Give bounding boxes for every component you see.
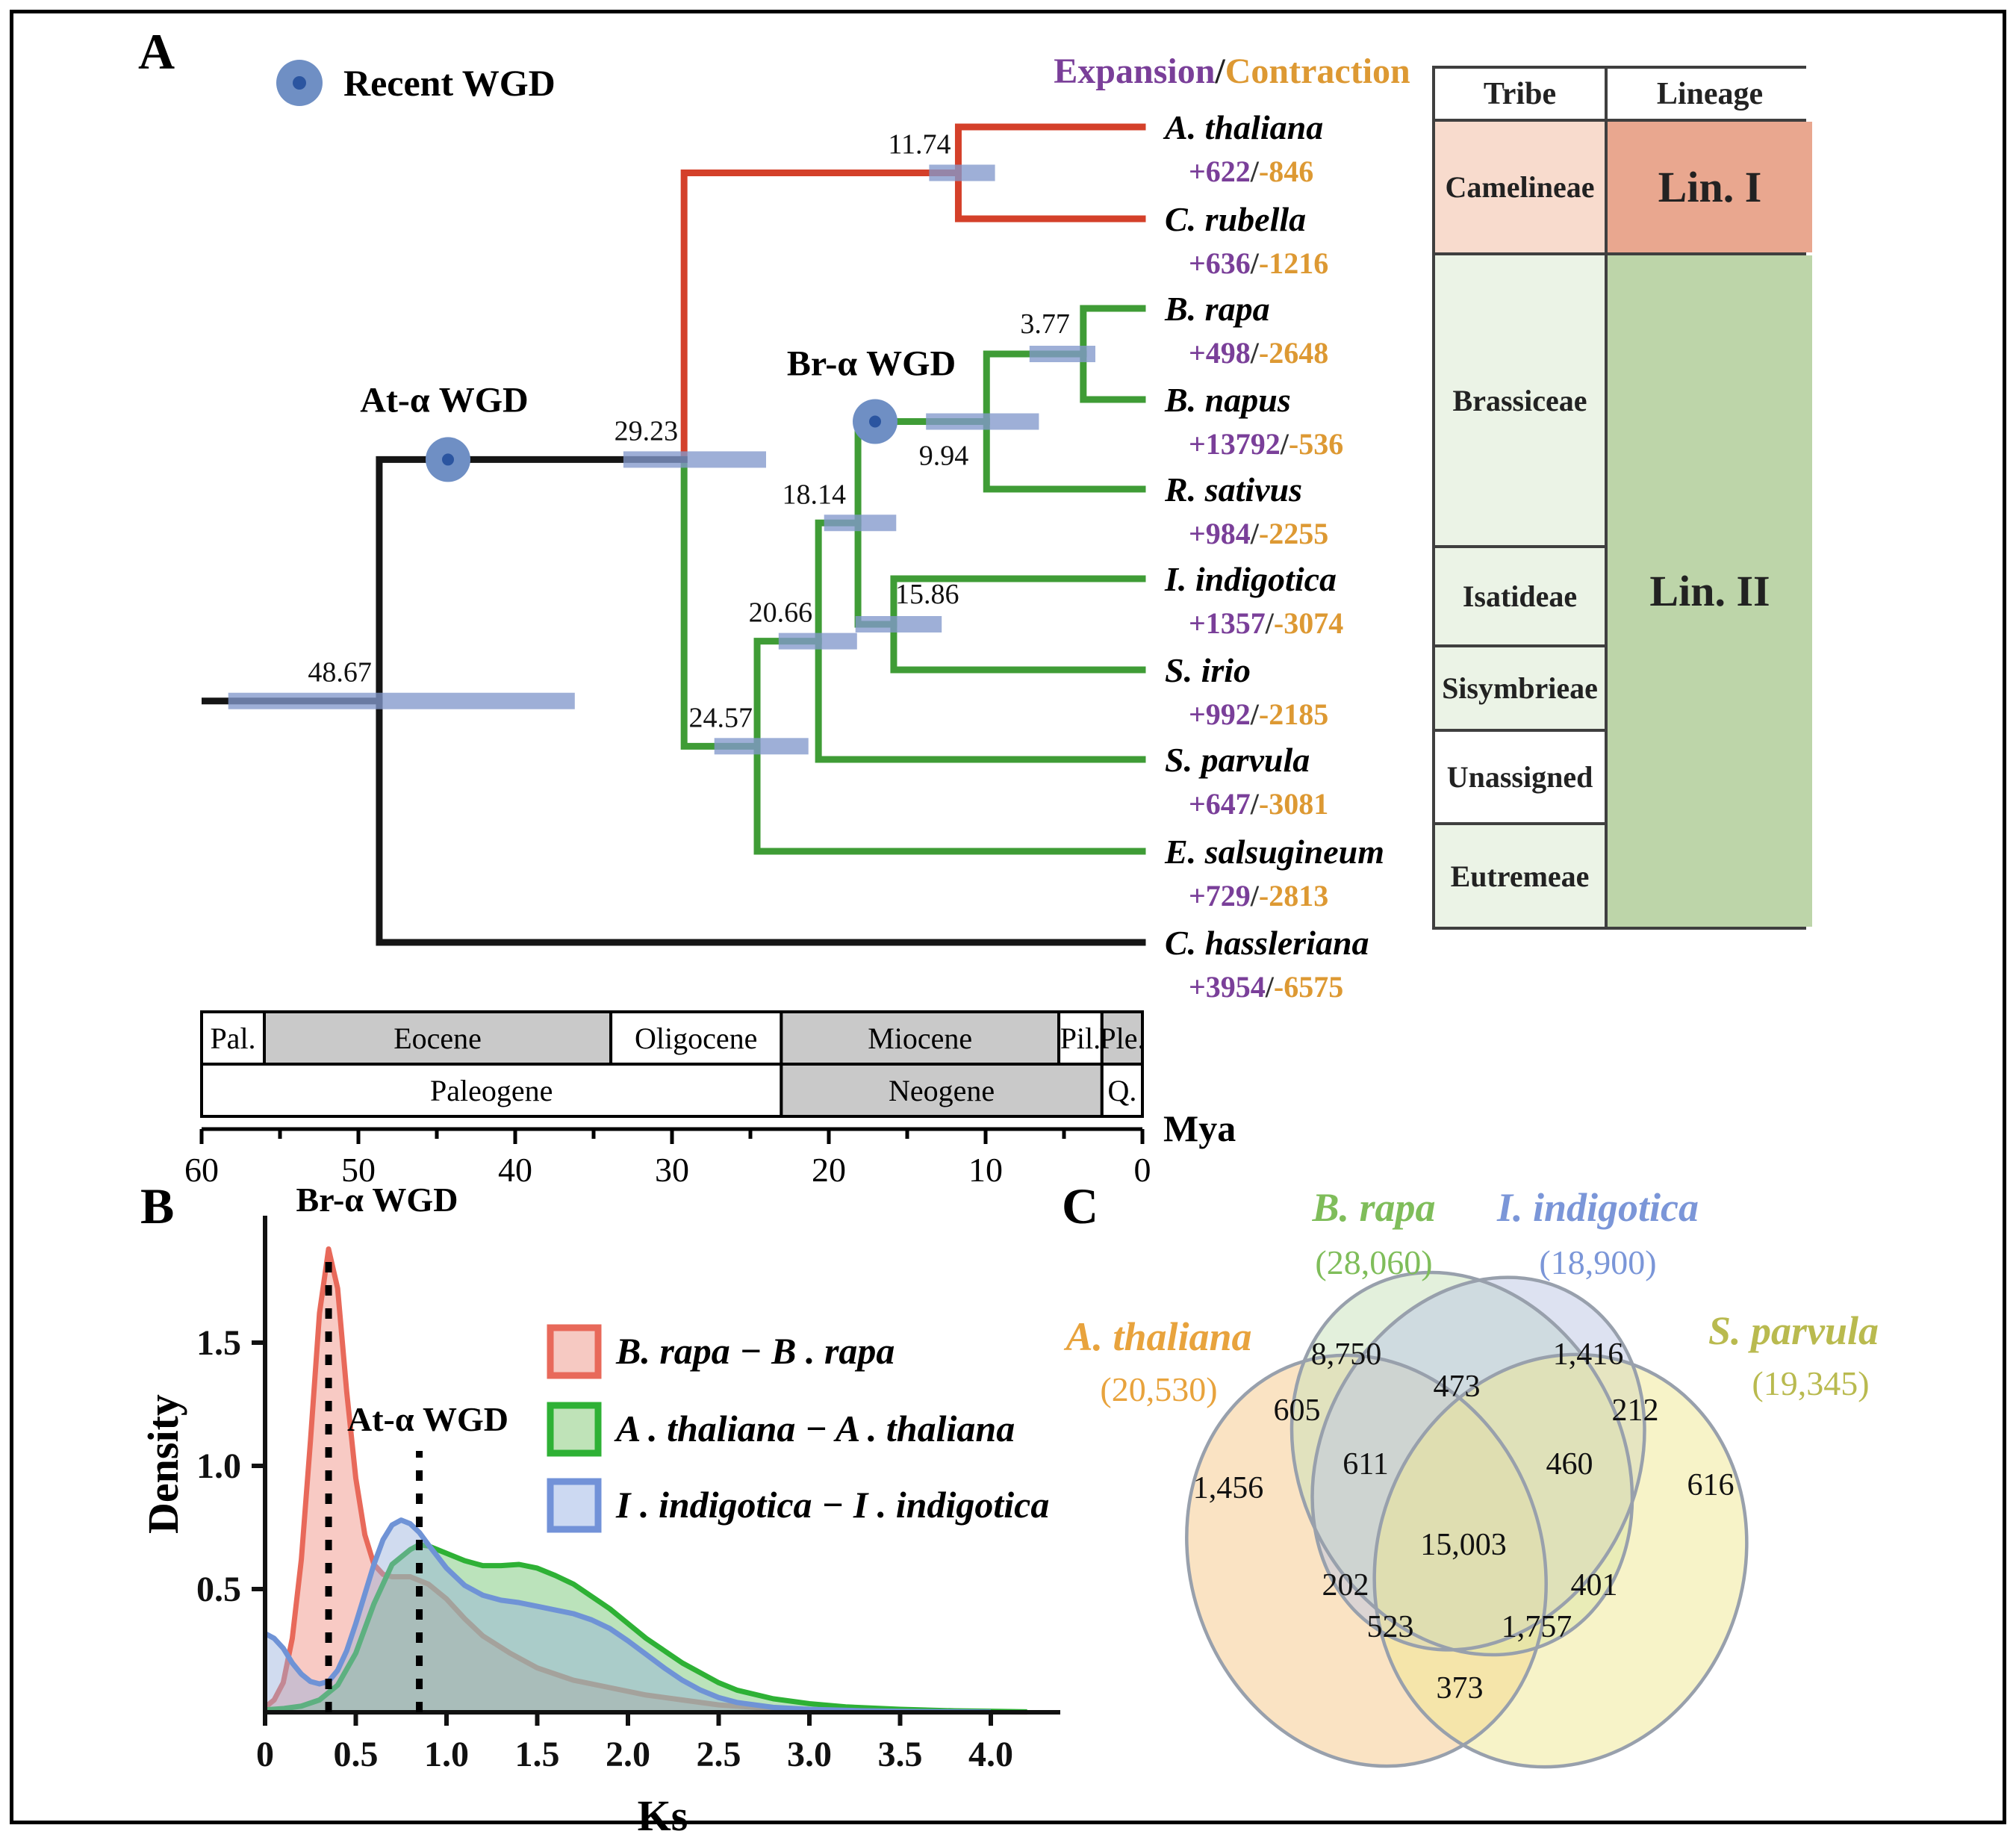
wgd-dot-icon [869,416,881,428]
ci-bar-n18 [824,515,897,531]
table-header-tribe: Tribe [1435,69,1605,119]
venn-count-AB: 605 [1273,1393,1321,1428]
species-gene-counts [1189,517,1328,550]
legend-swatch-0 [550,1328,598,1376]
epoch-label: Pil. [1060,1022,1101,1055]
expansion-count: +13792 [1189,427,1281,461]
contraction-count: -2255 [1258,517,1329,550]
species-labels [1163,108,1384,1004]
species-name: I. indigotica [1165,560,1337,598]
node-age-root: 48.67 [308,656,372,688]
density-area-2 [265,1520,991,1712]
species-gene-counts [1189,879,1328,913]
tribe-lineage-table [1432,66,1806,930]
species-name: E. salsugineum [1165,833,1384,871]
branch-to-n20 [757,641,818,747]
mya-tick-label: 60 [184,1151,219,1189]
expansion-count: +498 [1189,336,1251,370]
branch-to-C. hassleriana [379,701,1142,942]
count-slash: / [1250,697,1259,731]
x-tick-label: 0 [256,1735,274,1774]
epoch-label: Neogene [889,1074,995,1107]
species-gene-counts [1189,787,1328,821]
mya-tick-label: 20 [812,1151,846,1189]
ks-density-chart [75,1165,1120,1834]
panel-c-label: C [1062,1178,1099,1234]
panel-b-label: B [140,1178,175,1234]
mya-tick-label: 0 [1133,1151,1151,1189]
legend-swatch-1 [550,1405,598,1453]
species-name: S. irio [1165,651,1251,689]
expansion-count: +622 [1189,155,1251,188]
branch-to-n18 [818,523,858,641]
legend-label-2: I . indigotica − I . indigotica [616,1484,1050,1526]
venn-count-B: 8,750 [1310,1337,1382,1372]
ci-bar-n29 [623,451,766,467]
x-tick-label: 0.5 [333,1735,379,1774]
node-age-n20: 20.66 [748,597,813,629]
table-header-lineage: Lineage [1608,69,1812,119]
venn-set-total-1: (28,060) [1315,1243,1433,1281]
tribe-unassigned: Unassigned [1435,732,1605,822]
wgd-dot-icon [442,453,454,465]
legend-label-0: B. rapa − B . rapa [616,1330,895,1372]
count-slash: / [1250,879,1259,913]
venn-count-AC: 202 [1322,1568,1369,1603]
venn-set-total-0: (20,530) [1100,1370,1218,1408]
species-gene-counts [1189,155,1313,188]
species-name: C. rubella [1165,200,1307,238]
epoch-label: Paleogene [429,1074,553,1107]
ci-bar-n11 [929,165,995,181]
contraction-count: -2648 [1258,336,1329,370]
wgd-peak-label-1: At-α WGD [346,1400,509,1438]
ci-bar-root [228,693,575,709]
epoch-label: Ple. [1099,1022,1145,1055]
y-tick-label: 1.0 [196,1446,241,1486]
ci-bar-n3 [1030,346,1095,362]
venn-count-CD: 212 [1611,1393,1659,1428]
count-slash: / [1250,787,1259,821]
branch-to-S. parvula [818,641,1142,759]
contraction-count: -3074 [1273,606,1344,640]
node-age-n29: 29.23 [614,415,679,447]
count-slash: / [1250,246,1259,280]
expansion-count: +992 [1189,697,1251,731]
panel-a-label: A [138,23,175,80]
mya-tick-label: 50 [341,1151,376,1189]
contraction-label: Contraction [1225,52,1410,91]
mya-tick-label: 30 [655,1151,689,1189]
venn-count-A: 1,456 [1192,1471,1264,1505]
venn-count-BCD: 460 [1546,1447,1593,1482]
ci-bar-n20 [779,633,857,650]
epoch-label: Miocene [868,1022,973,1055]
x-tick-label: 4.0 [968,1735,1013,1774]
expansion-count: +647 [1189,787,1251,821]
node-age-n15: 15.86 [895,579,959,610]
x-tick-label: 2.0 [606,1735,650,1774]
x-tick-label: 3.5 [877,1735,923,1774]
venn-set-total-2: (18,900) [1539,1243,1657,1281]
x-axis-title: Ks [637,1791,688,1834]
node-age-n18: 18.14 [782,479,847,511]
x-tick-label: 1.5 [514,1735,560,1774]
species-gene-counts [1189,697,1328,731]
count-slash: / [1265,606,1274,640]
tribe-isatideae: Isatideae [1435,548,1605,644]
lineage-lin-1: Lin. I [1608,122,1812,252]
count-slash: / [1250,155,1259,188]
contraction-count: -2185 [1258,697,1329,731]
y-axis-title: Density [139,1394,187,1534]
lineage-lin-2: Lin. II [1608,255,1812,927]
contraction-count: -1216 [1258,246,1329,280]
venn-count-ACD: 523 [1366,1610,1414,1644]
mya-tick-label: 40 [498,1151,532,1189]
geological-timescale [184,1012,1236,1189]
tribe-brassiceae: Brassiceae [1435,255,1605,545]
x-tick-label: 2.5 [696,1735,741,1774]
venn-count-ABCD: 15,003 [1420,1528,1507,1562]
x-tick-label: 3.0 [787,1735,832,1774]
venn-diagram [1045,1165,2016,1834]
species-name: C. hassleriana [1165,924,1369,962]
node-age-n24: 24.57 [688,702,753,734]
species-gene-counts [1189,336,1328,370]
branch-to-n29 [379,459,684,700]
species-name: S. parvula [1165,741,1310,779]
ci-bar-n9 [926,414,1039,430]
contraction-count: -6575 [1273,970,1344,1004]
node-age-n9: 9.94 [918,440,969,472]
ci-bar-n24 [715,738,809,754]
header-slash: / [1215,52,1225,91]
venn-count-C: 1,416 [1552,1337,1624,1372]
tribe-camelineae: Camelineae [1435,122,1605,252]
phylogenetic-tree-chart [0,0,1419,1210]
venn-set-total-3: (19,345) [1752,1364,1870,1402]
venn-set-title-2: I. indigotica [1496,1185,1699,1230]
venn-count-ABC: 611 [1343,1447,1389,1482]
wgd-label-0: At-α WGD [360,380,529,420]
legend-label-1: A . thaliana − A . thaliana [616,1408,1015,1449]
epoch-label: Eocene [393,1022,482,1055]
legend-swatch-2 [550,1482,598,1529]
recent-wgd-label: Recent WGD [343,62,556,104]
count-slash: / [1250,336,1259,370]
species-gene-counts [1189,427,1343,461]
branch-to-n15 [858,523,894,624]
ci-bar-n15 [856,616,942,632]
venn-count-BC: 473 [1433,1370,1481,1404]
expansion-count: +1357 [1189,606,1266,640]
contraction-count: -3081 [1258,787,1329,821]
y-tick-label: 1.5 [196,1323,241,1363]
tribe-eutremeae: Eutremeae [1435,825,1605,927]
species-name: R. sativus [1165,470,1303,509]
y-tick-label: 0.5 [196,1570,241,1609]
expansion-count: +984 [1189,517,1251,550]
epoch-label: Oligocene [635,1022,758,1055]
wgd-peak-label-0: Br-α WGD [296,1181,458,1219]
x-tick-label: 1.0 [424,1735,469,1774]
count-slash: / [1265,970,1274,1004]
branch-to-R. sativus [986,422,1142,490]
species-gene-counts [1189,606,1343,640]
count-slash: / [1280,427,1289,461]
contraction-count: -2813 [1258,879,1329,913]
contraction-count: -846 [1258,155,1314,188]
node-age-n11: 11.74 [888,128,951,161]
count-slash: / [1250,517,1259,550]
venn-set-title-3: S. parvula [1708,1308,1879,1353]
species-gene-counts [1189,246,1328,280]
node-age-n3: 3.77 [1020,308,1070,340]
tree-branches [202,127,1142,942]
epoch-label: Pal. [210,1022,256,1055]
tribe-sisymbrieae: Sisymbrieae [1435,647,1605,729]
species-name: B. napus [1165,381,1291,419]
contraction-count: -536 [1288,427,1344,461]
expansion-label: Expansion [1054,52,1216,91]
wgd-label-1: Br-α WGD [786,344,956,384]
venn-set-title-0: A. thaliana [1065,1314,1252,1359]
species-name: A. thaliana [1165,108,1324,146]
epoch-label: Q. [1107,1074,1137,1107]
species-gene-counts [1189,970,1343,1004]
expansion-count: +636 [1189,246,1251,280]
species-name: B. rapa [1165,290,1270,328]
venn-count-ABD: 1,757 [1501,1610,1572,1644]
venn-count-AD: 373 [1436,1671,1484,1706]
venn-set-title-1: B. rapa [1312,1185,1436,1230]
expansion-count: +3954 [1189,970,1266,1004]
venn-count-D: 616 [1687,1468,1735,1502]
branch-to-n3 [986,354,1083,422]
expansion-count: +729 [1189,879,1251,913]
branch-to-n11 [684,173,958,460]
mya-axis-title: Mya [1163,1107,1236,1149]
mya-tick-label: 10 [968,1151,1003,1189]
venn-count-BD: 401 [1570,1568,1618,1603]
